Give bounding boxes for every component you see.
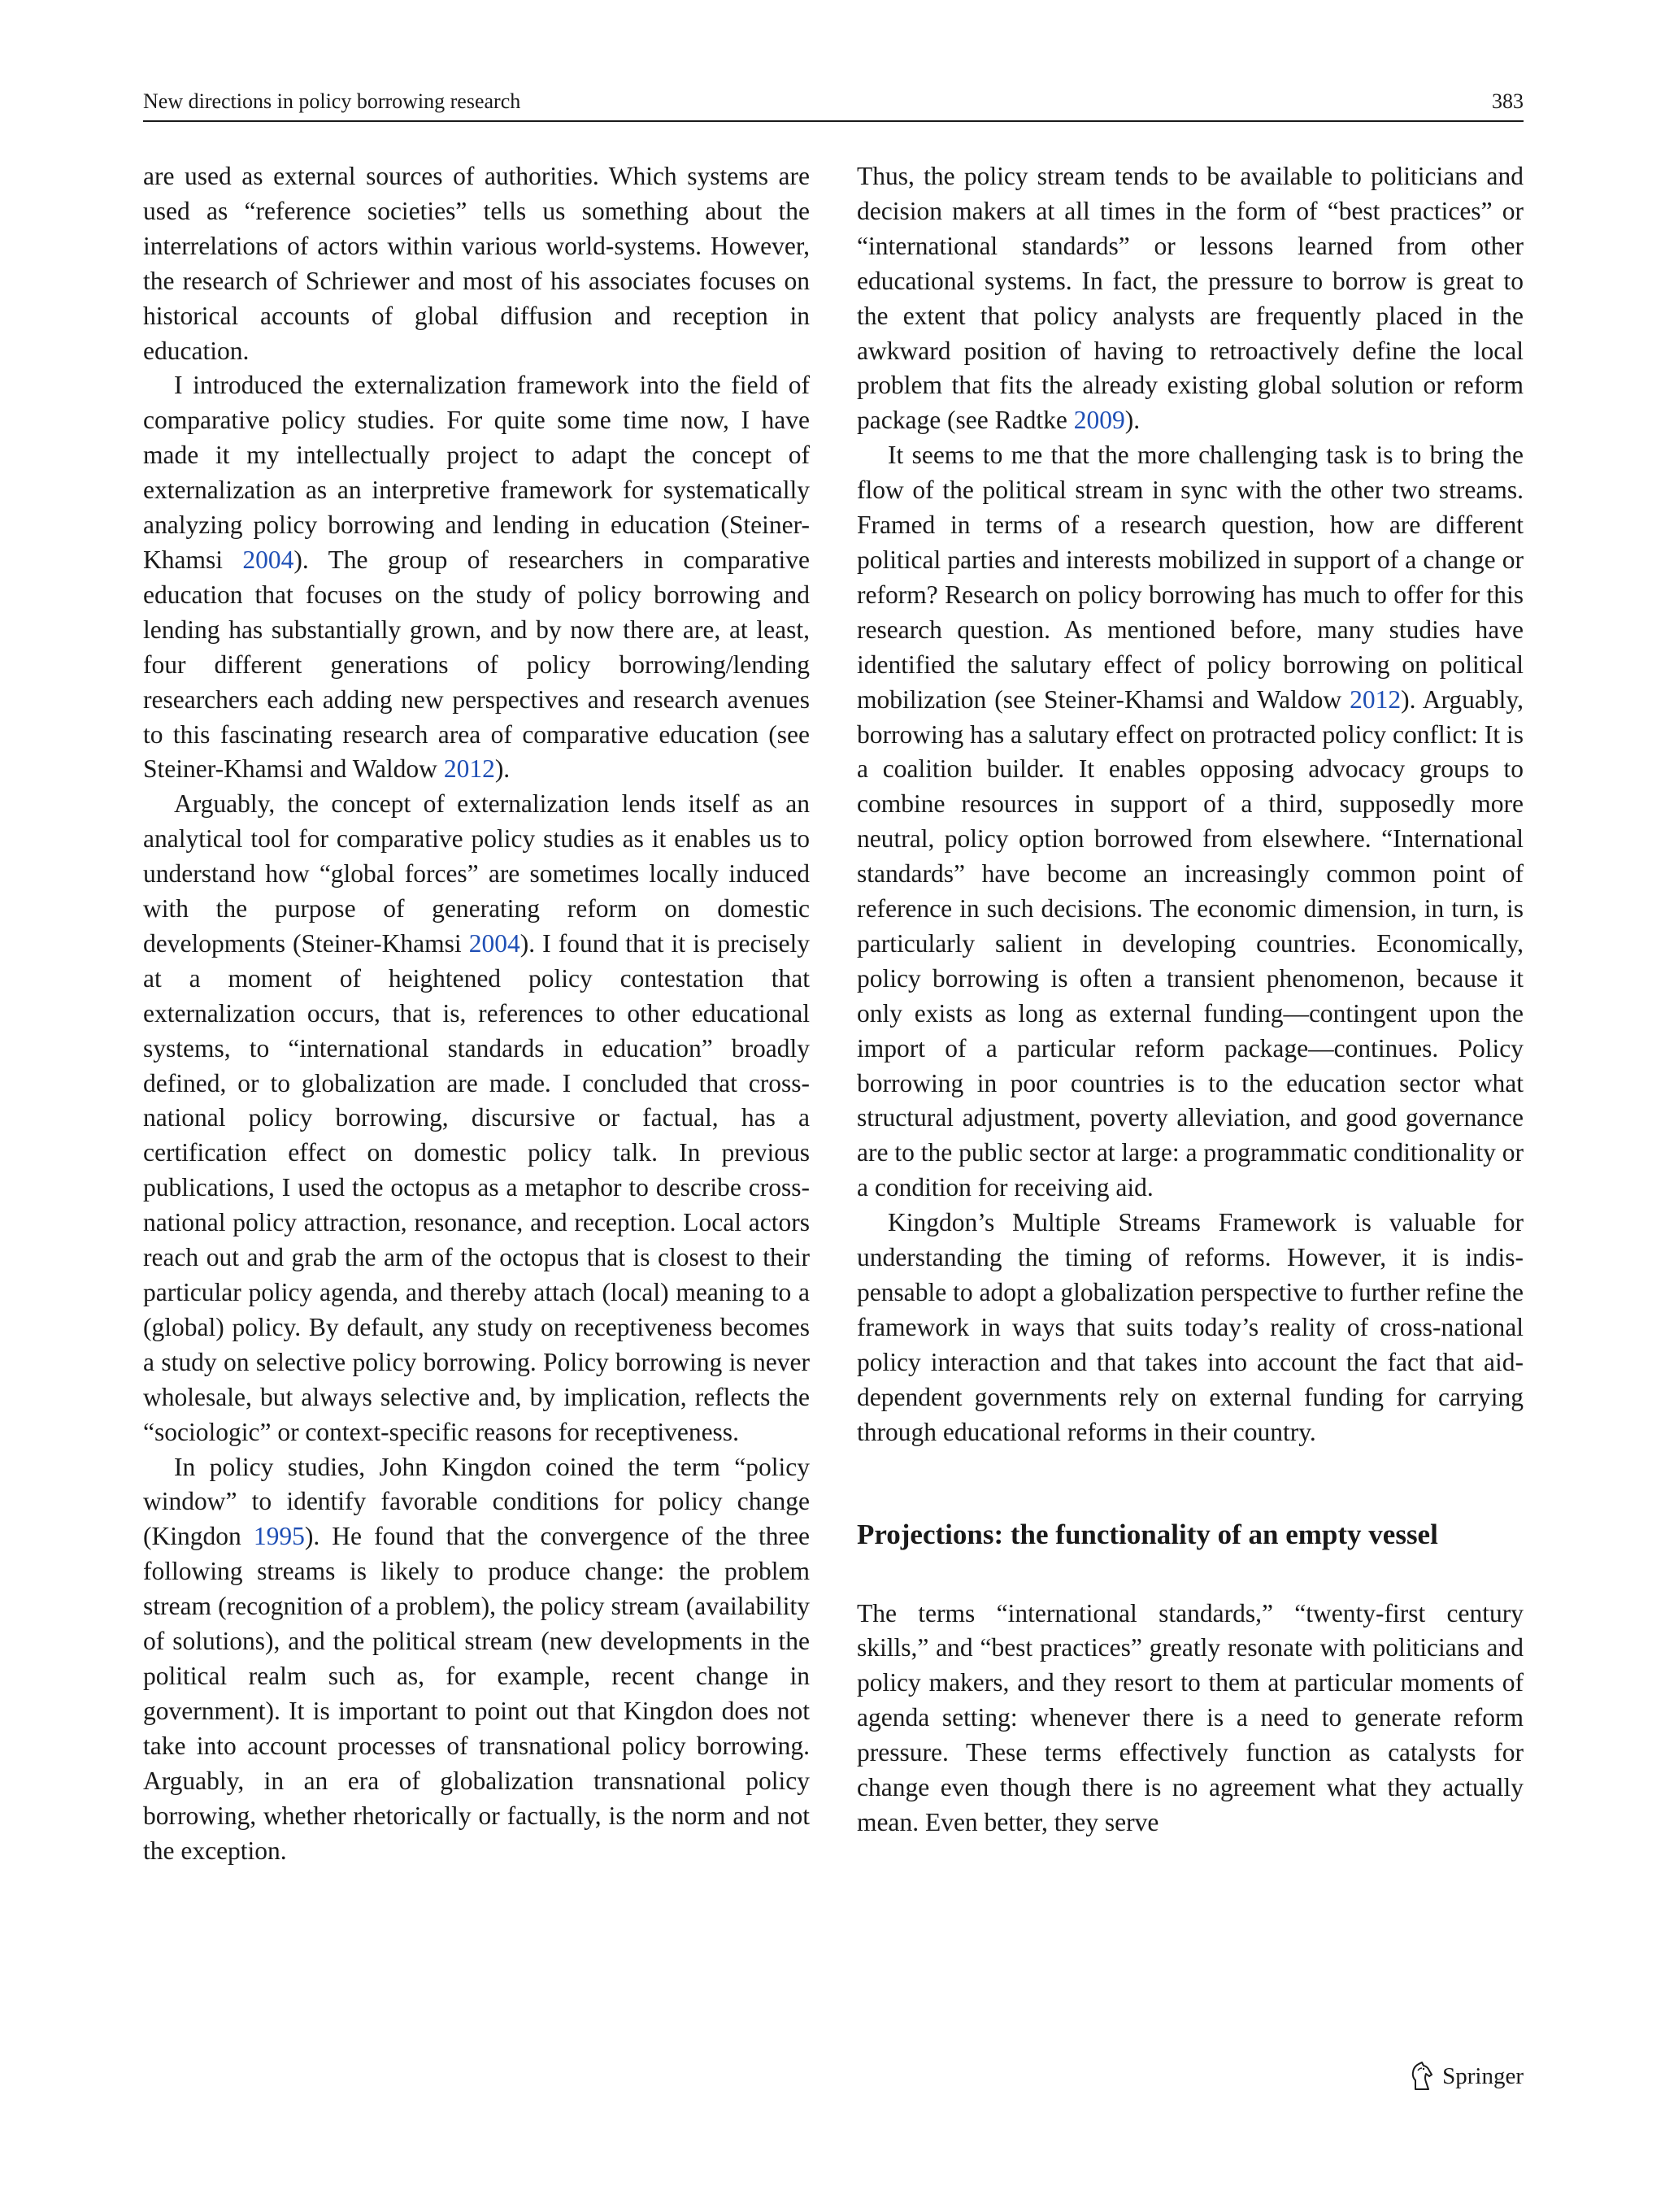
paragraph-text: ). I found that it is precisely at a moment of heightened policy contestation that externalization occurs, that is, references to other educational systems, to “international standards in education” broadly defined, or to globalization are made. I concluded that cross-national policy borrowing, discursive or factual, has a certification effect on domestic policy talk. In previous publications, I used the octopus as a metaphor to describe cross-national policy attraction, resonance, and reception. Local actors reach out and grab the arm of the octopus that is closest to their particular policy agenda, and thereby attach (local) meaning to a (global) policy. By default, any study on receptiveness becomes a study on selective policy borrowing. Policy borrowing is never wholesale, but always selective and, by implication, reflects the “sociologic” or context-specific reasons for receptiveness. [143, 928, 810, 1446]
paragraph-text: ). The group of researchers in comparative education that focuses on the study of policy borrowing and lending has substantially grown, and by now there are, at least, four different generations of policy borrowing/lending researchers each adding new perspectives and research avenues to this fascinating research area of comparative education (see Steiner-Khamsi and Waldow [143, 545, 811, 784]
citation-link[interactable]: 1995 [253, 1522, 305, 1551]
page-header [143, 88, 1524, 122]
left-column [143, 159, 810, 1868]
paragraph-text: Thus, the policy stream tends to be available to politicians and decision makers at all times in the form of “best practices” or “international standards” or lessons learned from other educational systems. In fact, the pressure to borrow is great to the extent that policy analysts are frequently placed in the awkward position of having to retroactively define the local problem that fits the already existing global solution or reform package (see Radtke [857, 162, 1524, 435]
springer-horse-icon [1408, 2061, 1436, 2092]
paragraph [143, 1450, 810, 1869]
paragraph [857, 159, 1524, 438]
publisher-footer [1408, 2061, 1524, 2092]
section-heading: Projections: the functionality of an empty vessel [857, 1518, 1438, 1550]
paragraph-text: ). Arguably, borrowing has a salutary effect on protracted policy conflict: It is a coalition builder. It enables opposing advocacy groups to combine resources in support of a third, supposedly more neutral, policy option borrowed from elsewhere. “International standards” have become an increasingly common point of reference in such decisions. The economic dimension, in turn, is particularly salient in developing countries. Economically, policy borrowing is often a transient phenomenon, because it only exists as long as external funding—contingent upon the import of a particular reform package—continues. Policy borrowing in poor countries is to the education sector what structural adjustment, poverty alleviation, and good governance are to the public sector at large: a programmatic conditionality or a condition for receiving aid. [857, 684, 1524, 1202]
paragraph-text: I introduced the externalization framework into the field of comparative policy studies. For quite some time now, I have made it my intellectually project to adapt the concept of externalization as an interpretive framework for systematically analyzing policy borrowing and lending in education (Steiner-Khamsi [143, 371, 810, 574]
paragraph-text: It seems to me that the more challenging task is to bring the flow of the political stream in sync with the other two streams. Framed in terms of a research question, how are different political parties and interests mobilized in support of a change or reform? Research on policy borrowing has much to offer for this research question. As mentioned before, many studies have identified the salutary effect of policy borrowing on political mobilization (see Steiner-Khamsi and Waldow [857, 441, 1524, 714]
paragraph-text: In policy studies, John Kingdon coined the term “policy window” to identify favorable conditions for policy change (Kingdon [143, 1452, 810, 1551]
paragraph: are used as external sources of authorities. Which systems are used as “reference societies” tells us something about the interrelations of actors within various world-systems. However, the research of Schriewer and most of his associates focuses on historical accounts of global diffusion and reception in education. [143, 162, 810, 365]
citation-link[interactable]: 2004 [468, 928, 520, 958]
citation-link[interactable]: 2004 [242, 545, 294, 574]
paragraph-text: ). He found that the convergence of the three following streams is likely to produce change: the problem stream (recognition of a problem), the policy stream (availability of solutions), and the political stream (new developments in the political realm such as, for example, recent change in government). It is important to point out that Kingdon does not take into account processes of transnational policy borrowing. Arguably, in an era of globalization transnational policy borrowing, whether rhetorically or factually, is the norm and not the exception. [143, 1522, 810, 1865]
citation-link[interactable]: 2012 [443, 754, 495, 784]
paragraph: Kingdon’s Multiple Streams Framework is valuable for understanding the timing of reforms. However, it is indispensable to adopt a globalization perspective to further refine the framework in ways that suits today’s reality of cross-national policy interaction and that takes into account the fact that aid-dependent governments rely on external funding for carrying through educational reforms in their country. [857, 1208, 1524, 1446]
paragraph [857, 438, 1524, 1206]
paragraph [143, 368, 810, 787]
paragraph [143, 787, 810, 1449]
citation-link[interactable]: 2012 [1350, 684, 1402, 714]
paragraph: The terms “international standards,” “twenty-first century skills,” and “best practices” greatly resonate with politicians and policy makers, and they resort to them at particular moments of agenda setting: whenever there is a need to generate reform pressure. These terms effectively function as catalysts for change even though there is no agreement what they actually mean. Even better, they serve [857, 1598, 1524, 1836]
running-head: New directions in policy borrowing research [143, 89, 521, 113]
page-number: 383 [1492, 89, 1524, 113]
publisher-name: Springer [1442, 2062, 1524, 2089]
paragraph-text: Arguably, the concept of externalization lends itself as an analytical tool for comparative policy studies as it enables us to understand how “global forces” are sometimes locally induced with the purpose of generating reform on domestic developments (Steiner-Khamsi [143, 789, 810, 958]
citation-link[interactable]: 2009 [1073, 406, 1125, 435]
paragraph-text: ). [494, 754, 511, 784]
right-column [857, 159, 1524, 1840]
paragraph-text: ). [1124, 406, 1141, 435]
